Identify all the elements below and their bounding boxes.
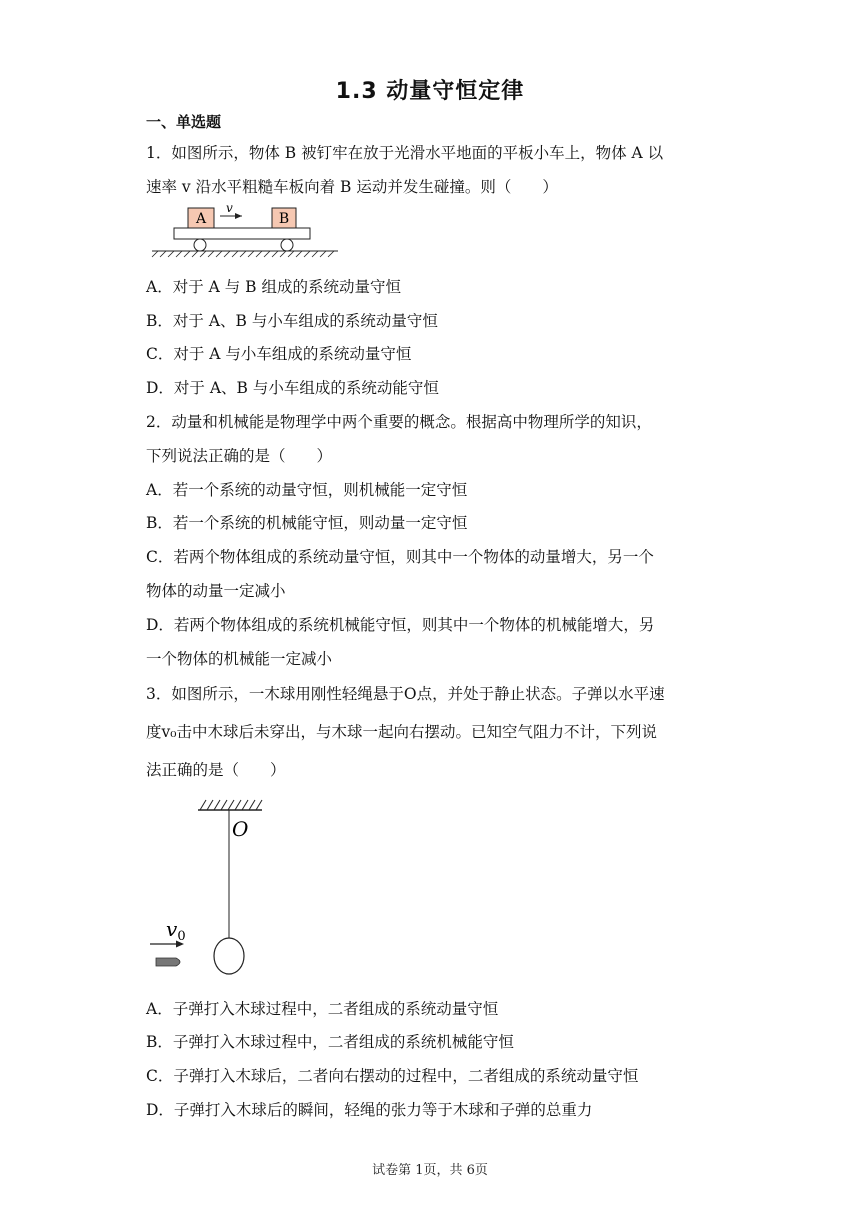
page-footer: 试卷第 1页，共 6页 bbox=[372, 1163, 488, 1178]
q3-stem-line-2: 度v₀击中木球后未穿出，与木球一起向右摆动。已知空气阻力不计，下列说 bbox=[146, 723, 657, 741]
q3-option-c: C．子弹打入木球后，二者向右摆动的过程中，二者组成的系统动量守恒 bbox=[146, 1067, 639, 1085]
pivot-label: O bbox=[232, 817, 249, 841]
q2-option-b: B．若一个系统的机械能守恒，则动量一定守恒 bbox=[146, 514, 468, 532]
q1-option-d: D．对于 A、B 与小车组成的系统动能守恒 bbox=[146, 379, 439, 397]
q2-option-d-line-2: 一个物体的机械能一定减小 bbox=[146, 650, 333, 668]
q1-option-a: A．对于 A 与 B 组成的系统动量守恒 bbox=[146, 278, 401, 296]
cart-wheel-right bbox=[281, 239, 293, 251]
q3-stem-line-1: 3．如图所示，一木球用刚性轻绳悬于O点，并处于静止状态。子弹以水平速 bbox=[146, 685, 665, 703]
q1-option-b: B．对于 A、B 与小车组成的系统动量守恒 bbox=[146, 312, 438, 330]
q1-option-c: C．对于 A 与小车组成的系统动量守恒 bbox=[146, 345, 412, 363]
q3-option-b: B．子弹打入木球过程中，二者组成的系统机械能守恒 bbox=[146, 1033, 514, 1051]
bullet bbox=[156, 958, 180, 966]
q2-option-c-line-1: C．若两个物体组成的系统动量守恒，则其中一个物体的动量增大，另一个 bbox=[146, 548, 654, 566]
wooden-ball bbox=[214, 938, 244, 974]
q2-stem-line-1: 2．动量和机械能是物理学中两个重要的概念。根据高中物理所学的知识， bbox=[146, 413, 652, 431]
q3-pendulum-figure bbox=[148, 796, 278, 980]
q3-stem-line-3: 法正确的是（ ） bbox=[146, 761, 286, 779]
cart-plank bbox=[174, 228, 310, 239]
page-title: 1.3 动量守恒定律 bbox=[335, 79, 525, 104]
cart-wheel-left bbox=[194, 239, 206, 251]
q2-stem-line-2: 下列说法正确的是（ ） bbox=[146, 447, 333, 465]
section-heading: 一、单选题 bbox=[146, 113, 222, 131]
velocity-label: v bbox=[226, 201, 233, 215]
q1-stem-line-1: 1．如图所示，物体 B 被钉牢在放于光滑水平地面的平板小车上，物体 A 以 bbox=[146, 144, 664, 162]
q3-option-d: D．子弹打入木球后的瞬间，轻绳的张力等于木球和子弹的总重力 bbox=[146, 1101, 593, 1119]
block-b-label: B bbox=[278, 211, 290, 227]
q1-cart-figure bbox=[150, 200, 350, 266]
q1-stem-line-2: 速率 v 沿水平粗糙车板向着 B 运动并发生碰撞。则（ ） bbox=[146, 178, 558, 196]
q2-option-a: A．若一个系统的动量守恒，则机械能一定守恒 bbox=[146, 481, 468, 499]
bullet-velocity-label: $v_0$ bbox=[166, 917, 186, 944]
block-a-label: A bbox=[195, 211, 207, 227]
q3-option-a: A．子弹打入木球过程中，二者组成的系统动量守恒 bbox=[146, 1000, 499, 1018]
q2-option-d-line-1: D．若两个物体组成的系统机械能守恒，则其中一个物体的机械能增大，另 bbox=[146, 616, 655, 634]
q2-option-c-line-2: 物体的动量一定减小 bbox=[146, 582, 286, 600]
